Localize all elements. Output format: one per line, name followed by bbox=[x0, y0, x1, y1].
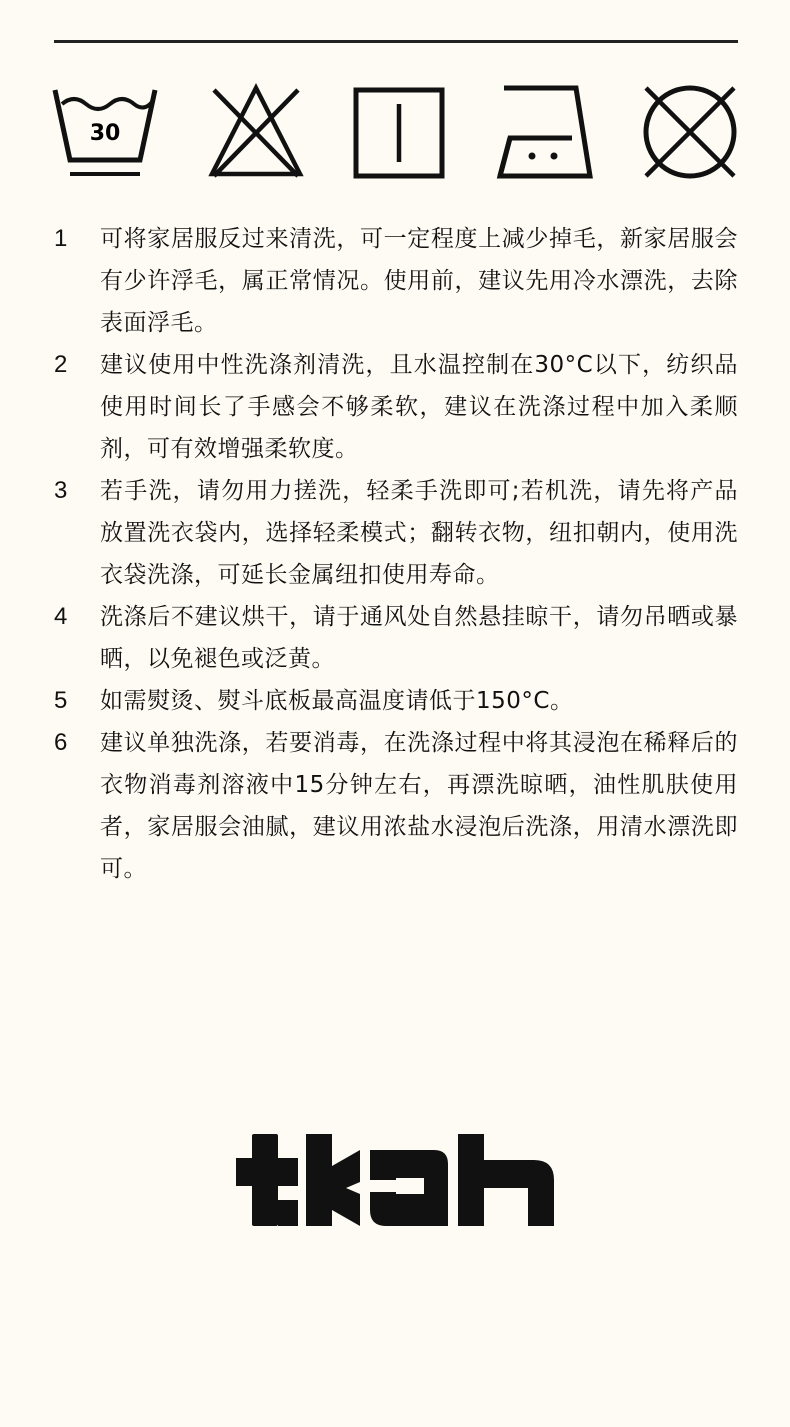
iron-medium-heat-icon bbox=[496, 80, 596, 180]
care-symbols-row bbox=[0, 80, 790, 190]
tumble-dry-icon bbox=[352, 80, 448, 180]
instruction-number: 6 bbox=[54, 729, 68, 756]
instruction-number: 1 bbox=[54, 225, 68, 252]
instruction-text: 如需熨烫、熨斗底板最高温度请低于150°C。 bbox=[100, 688, 574, 714]
instruction-text: 建议单独洗涤，若要消毒，在洗涤过程中将其浸泡在稀释后的衣物消毒剂溶液中15分钟左右，再漂洗晾晒，油性肌肤使用者，家居服会油腻，建议用浓盐水浸泡后洗涤，用清水漂洗即可。 bbox=[100, 730, 738, 882]
do-not-dry-clean-icon bbox=[640, 80, 740, 180]
instruction-number: 2 bbox=[54, 351, 68, 378]
care-instructions-list bbox=[54, 218, 738, 890]
wash-30-icon bbox=[52, 80, 158, 180]
instruction-number: 3 bbox=[54, 477, 68, 504]
instruction-item bbox=[54, 680, 738, 722]
instruction-item bbox=[54, 218, 738, 344]
brand-logo-mark bbox=[236, 1130, 556, 1230]
instruction-number: 4 bbox=[54, 603, 68, 630]
instruction-item bbox=[54, 596, 738, 680]
brand-logo bbox=[236, 1130, 556, 1230]
wash-temperature-label: 30 bbox=[89, 121, 121, 146]
instruction-number: 5 bbox=[54, 687, 68, 714]
top-divider bbox=[54, 40, 738, 43]
instruction-item bbox=[54, 470, 738, 596]
instruction-text: 建议使用中性洗涤剂清洗，且水温控制在30°C以下，纺织品使用时间长了手感会不够柔软，建议在洗涤过程中加入柔顺剂，可有效增强柔软度。 bbox=[100, 352, 738, 462]
instruction-text: 若手洗，请勿用力搓洗，轻柔手洗即可;若机洗，请先将产品放置洗衣袋内，选择轻柔模式；翻转衣物，纽扣朝内，使用洗衣袋洗涤，可延长金属纽扣使用寿命。 bbox=[100, 478, 738, 588]
do-not-bleach-icon bbox=[208, 80, 304, 180]
instruction-item bbox=[54, 722, 738, 890]
instruction-text: 可将家居服反过来清洗，可一定程度上减少掉毛，新家居服会有少许浮毛，属正常情况。使用前，建议先用冷水漂洗，去除表面浮毛。 bbox=[100, 226, 738, 336]
instruction-item bbox=[54, 344, 738, 470]
instruction-text: 洗涤后不建议烘干，请于通风处自然悬挂晾干，请勿吊晒或暴晒，以免褪色或泛黄。 bbox=[100, 604, 738, 672]
